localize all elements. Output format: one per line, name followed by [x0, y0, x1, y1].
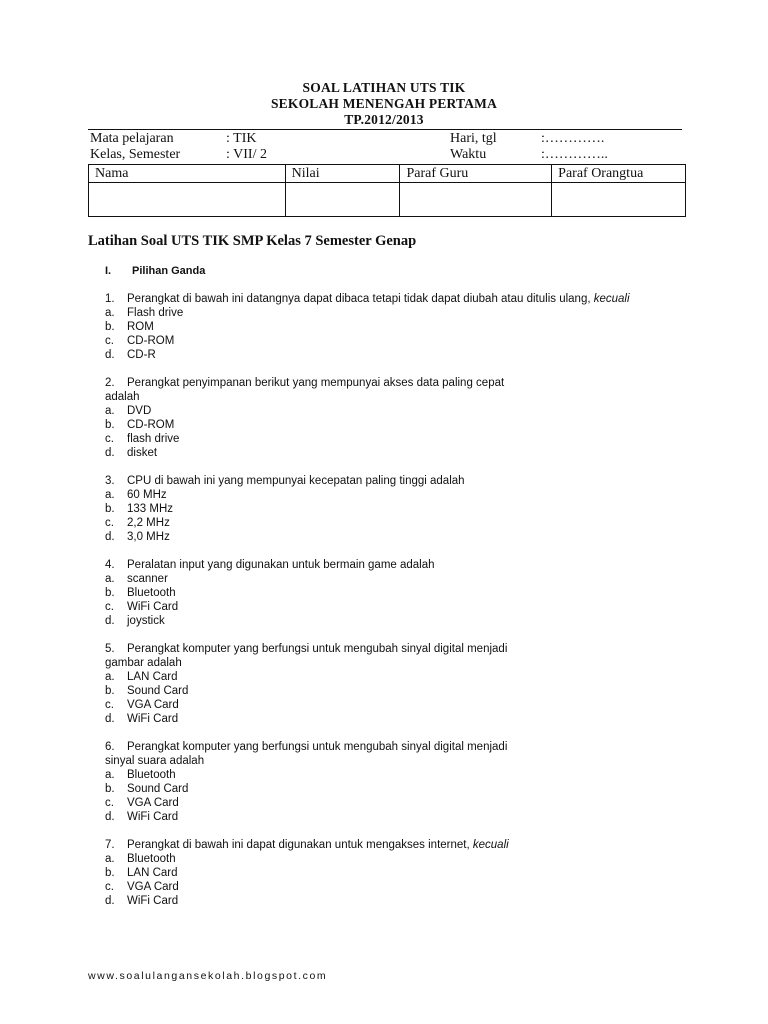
answer-option[interactable]	[105, 516, 705, 530]
option-letter: a.	[105, 853, 115, 865]
question-number: 5.	[105, 643, 115, 655]
option-letter: d.	[105, 895, 115, 907]
hari-tgl-value: :………….	[541, 131, 605, 146]
answer-option[interactable]	[105, 334, 705, 348]
signature-table-header	[89, 165, 686, 183]
option-letter: b.	[105, 419, 115, 431]
option-letter: d.	[105, 713, 115, 725]
option-text: 60 MHz	[127, 489, 167, 501]
option-letter: d.	[105, 531, 115, 543]
answer-option[interactable]	[105, 712, 705, 726]
option-text: WiFi Card	[127, 601, 179, 613]
option-letter: a.	[105, 489, 115, 501]
question-number: 7.	[105, 839, 115, 851]
option-letter: c.	[105, 881, 114, 893]
waktu-value: :…………..	[541, 147, 608, 162]
title-line-3: TP.2012/2013	[344, 112, 424, 127]
hari-tgl-label: Hari, tgl	[450, 131, 497, 146]
answer-option[interactable]	[105, 572, 705, 586]
option-letter: a.	[105, 307, 115, 319]
answer-option[interactable]	[105, 418, 705, 432]
answer-option[interactable]	[105, 810, 705, 824]
answer-option[interactable]	[105, 614, 705, 628]
option-text: Bluetooth	[127, 587, 176, 599]
option-letter: b.	[105, 783, 115, 795]
option-text: LAN Card	[127, 867, 178, 879]
question-list	[105, 292, 705, 922]
header-paraf-orangtua: Paraf Orangtua	[552, 165, 686, 183]
answer-option[interactable]	[105, 306, 705, 320]
option-letter: c.	[105, 601, 114, 613]
option-letter: b.	[105, 685, 115, 697]
option-letter: c.	[105, 517, 114, 529]
question-4	[105, 558, 705, 628]
title-line-1: SOAL LATIHAN UTS TIK	[302, 80, 466, 95]
question-stem	[105, 292, 705, 306]
option-letter: b.	[105, 867, 115, 879]
answer-option[interactable]	[105, 446, 705, 460]
header-paraf-guru: Paraf Guru	[400, 165, 552, 183]
question-number: 2.	[105, 377, 115, 389]
answer-option[interactable]	[105, 530, 705, 544]
answer-option[interactable]	[105, 432, 705, 446]
option-text: CD-R	[127, 349, 156, 361]
option-text: Bluetooth	[127, 769, 176, 781]
option-text: flash drive	[127, 433, 180, 445]
cell-nilai[interactable]	[285, 183, 400, 217]
header-divider	[88, 129, 682, 130]
option-letter: a.	[105, 573, 115, 585]
question-6	[105, 740, 705, 824]
option-text: ROM	[127, 321, 154, 333]
question-7	[105, 838, 705, 908]
question-text-continuation: adalah	[105, 391, 140, 403]
answer-option[interactable]	[105, 488, 705, 502]
option-letter: a.	[105, 405, 115, 417]
signature-table	[88, 164, 686, 217]
answer-option[interactable]	[105, 684, 705, 698]
kelas-semester-label: Kelas, Semester	[90, 147, 181, 162]
option-text: 3,0 MHz	[127, 531, 170, 543]
question-number: 4.	[105, 559, 115, 571]
option-text: Sound Card	[127, 685, 189, 697]
answer-option[interactable]	[105, 796, 705, 810]
question-2	[105, 376, 705, 460]
option-text: WiFi Card	[127, 895, 179, 907]
mata-pelajaran-value: : TIK	[226, 131, 257, 146]
question-text: Perangkat di bawah ini datangnya dapat dibaca tetapi tidak dapat diubah atau ditulis ulang,	[127, 293, 591, 305]
answer-option[interactable]	[105, 600, 705, 614]
title-line-2: SEKOLAH MENENGAH PERTAMA	[270, 96, 498, 111]
cell-nama[interactable]	[89, 183, 286, 217]
question-exception-word: kecuali	[472, 839, 509, 851]
answer-option[interactable]	[105, 866, 705, 880]
question-text: Perangkat penyimpanan berikut yang mempunyai akses data paling cepat	[127, 377, 505, 389]
exam-heading: Latihan Soal UTS TIK SMP Kelas 7 Semester Genap	[88, 233, 417, 249]
option-letter: b.	[105, 503, 115, 515]
question-text-continuation: sinyal suara adalah	[105, 755, 205, 767]
option-text: 2,2 MHz	[127, 517, 170, 529]
option-text: VGA Card	[127, 797, 179, 809]
question-3	[105, 474, 705, 544]
question-stem	[105, 558, 705, 572]
answer-option[interactable]	[105, 404, 705, 418]
option-letter: b.	[105, 587, 115, 599]
document-title	[0, 80, 768, 128]
question-text: Perangkat komputer yang berfungsi untuk mengubah sinyal digital menjadi	[127, 741, 508, 753]
answer-option[interactable]	[105, 586, 705, 600]
option-text: VGA Card	[127, 699, 179, 711]
question-text: CPU di bawah ini yang mempunyai kecepatan paling tinggi adalah	[127, 475, 465, 487]
kelas-semester-value: : VII/ 2	[226, 147, 267, 162]
option-text: Sound Card	[127, 783, 189, 795]
section-number: I.	[105, 265, 112, 277]
header-nilai: Nilai	[285, 165, 400, 183]
question-stem	[105, 642, 705, 656]
option-letter: d.	[105, 447, 115, 459]
answer-option[interactable]	[105, 670, 705, 684]
option-letter: c.	[105, 335, 114, 347]
answer-option[interactable]	[105, 768, 705, 782]
answer-option[interactable]	[105, 348, 705, 362]
option-text: CD-ROM	[127, 335, 175, 347]
option-letter: c.	[105, 699, 114, 711]
section-title: Pilihan Ganda	[132, 265, 206, 277]
option-text: Flash drive	[127, 307, 184, 319]
mata-pelajaran-label: Mata pelajaran	[90, 131, 174, 146]
question-stem	[105, 740, 705, 754]
section-heading	[105, 265, 205, 277]
question-text-continuation: gambar adalah	[105, 657, 182, 669]
answer-option[interactable]	[105, 320, 705, 334]
question-stem	[105, 838, 705, 852]
question-text: Peralatan input yang digunakan untuk bermain game adalah	[127, 559, 435, 571]
option-text: VGA Card	[127, 881, 179, 893]
question-text: Perangkat di bawah ini dapat digunakan untuk mengakses internet,	[127, 839, 470, 851]
option-letter: c.	[105, 433, 114, 445]
question-1	[105, 292, 705, 362]
question-text: Perangkat komputer yang berfungsi untuk mengubah sinyal digital menjadi	[127, 643, 508, 655]
answer-option[interactable]	[105, 502, 705, 516]
answer-option[interactable]	[105, 852, 705, 866]
option-letter: a.	[105, 769, 115, 781]
footer-url: www.soalulangansekolah.blogspot.com	[88, 970, 328, 982]
question-exception-word: kecuali	[593, 293, 630, 305]
option-letter: d.	[105, 349, 115, 361]
question-number: 1.	[105, 293, 115, 305]
question-stem	[105, 474, 705, 488]
option-text: 133 MHz	[127, 503, 174, 515]
option-letter: c.	[105, 797, 114, 809]
option-letter: d.	[105, 811, 115, 823]
answer-option[interactable]	[105, 698, 705, 712]
option-letter: a.	[105, 671, 115, 683]
cell-paraf-orangtua[interactable]	[552, 183, 686, 217]
option-letter: d.	[105, 615, 115, 627]
option-text: WiFi Card	[127, 811, 179, 823]
option-text: scanner	[127, 573, 168, 585]
option-text: LAN Card	[127, 671, 178, 683]
cell-paraf-guru[interactable]	[400, 183, 552, 217]
option-text: joystick	[127, 615, 165, 627]
signature-table-row	[89, 183, 686, 217]
answer-option[interactable]	[105, 782, 705, 796]
option-text: Bluetooth	[127, 853, 176, 865]
option-text: DVD	[127, 405, 152, 417]
option-text: CD-ROM	[127, 419, 175, 431]
header-nama: Nama	[89, 165, 286, 183]
option-text: WiFi Card	[127, 713, 179, 725]
answer-option[interactable]	[105, 880, 705, 894]
option-letter: b.	[105, 321, 115, 333]
answer-option[interactable]	[105, 894, 705, 908]
question-number: 6.	[105, 741, 115, 753]
waktu-label: Waktu	[450, 147, 487, 162]
question-stem	[105, 376, 705, 390]
question-5	[105, 642, 705, 726]
option-text: disket	[127, 447, 158, 459]
question-number: 3.	[105, 475, 115, 487]
